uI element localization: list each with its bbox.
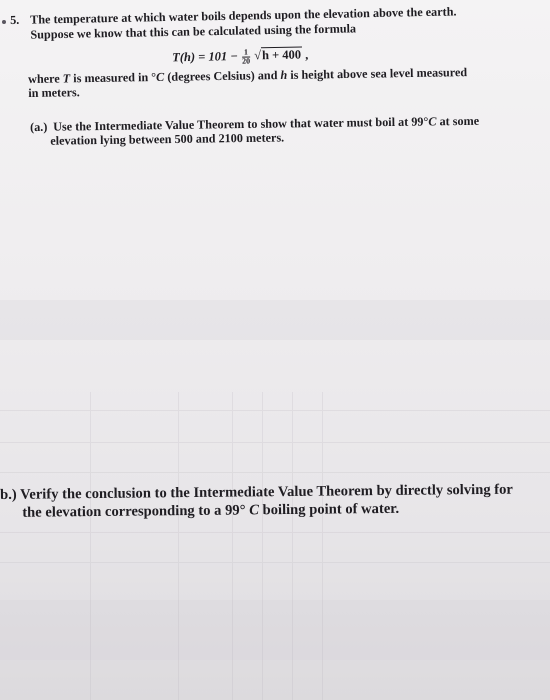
part-b-text-3: boiling point of water. xyxy=(258,500,400,519)
part-a-label: (a.) xyxy=(30,119,48,134)
part-b xyxy=(0,480,545,522)
formula-fraction xyxy=(242,49,250,66)
part-a-text-1: Use the Intermediate Value Theorem to show that water must boil at 99° xyxy=(53,114,429,134)
where-text-4: is height above sea level measured xyxy=(287,65,468,82)
part-b-text-2: the elevation corresponding to a 99° xyxy=(22,502,250,521)
part-a xyxy=(30,113,520,148)
problem-line-2: Suppose we know that this can be calculated using the formula xyxy=(30,21,357,42)
problem-line-1: The temperature at which water boils depends upon the elevation above the earth. xyxy=(29,4,457,27)
formula-lhs: T(h) = 101 − xyxy=(172,49,239,65)
where-text-1: where xyxy=(28,71,63,86)
unit-C: C xyxy=(155,69,165,84)
formula-tail: , xyxy=(301,47,309,62)
problem-number: 5. xyxy=(10,12,20,27)
where-text-2: is measured in ° xyxy=(70,69,157,86)
part-a-unit-C: C xyxy=(428,114,437,129)
radicand: h + 400 xyxy=(261,47,302,63)
part-a-line-2: elevation lying between 500 and 2100 meters. xyxy=(50,130,285,148)
part-b-unit-C: C xyxy=(249,502,259,519)
formula xyxy=(172,47,309,67)
where-line-2: in meters. xyxy=(28,85,80,100)
var-T: T xyxy=(62,71,71,86)
problem-statement xyxy=(10,3,530,43)
part-b-label: b.) xyxy=(0,486,17,503)
where-text-3: (degrees Celsius) and xyxy=(164,68,281,84)
var-h: h xyxy=(280,67,288,83)
margin-dot xyxy=(2,20,6,24)
variable-description xyxy=(28,64,508,100)
part-b-text-1: Verify the conclusion to the Intermediate Value Theorem by directly solving for xyxy=(16,481,513,503)
square-root: √h + 400 xyxy=(253,47,302,63)
fraction-denominator: 20 xyxy=(242,56,251,66)
part-a-text-2: at some xyxy=(436,113,480,129)
fraction-numerator: 1 xyxy=(242,49,250,58)
